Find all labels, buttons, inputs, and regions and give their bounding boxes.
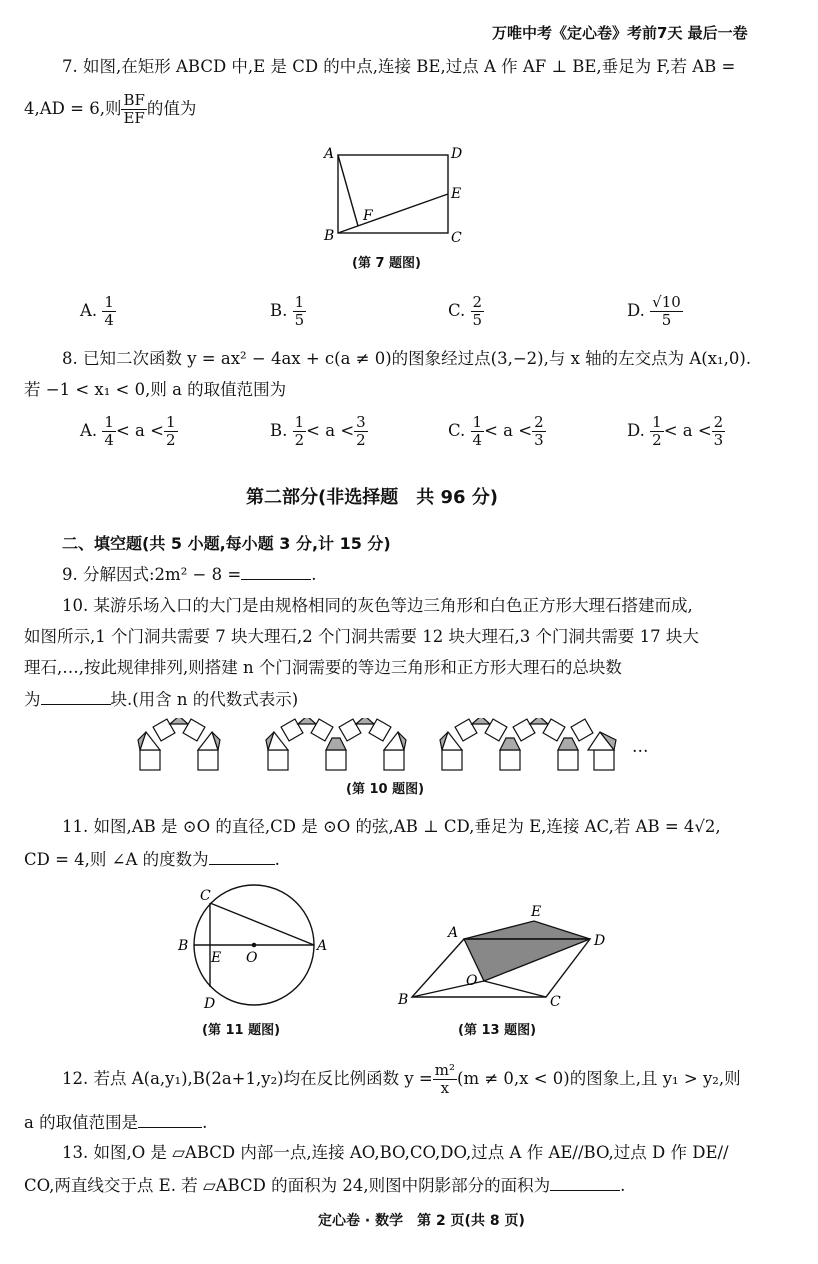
q10-figure	[130, 718, 650, 773]
q11-line-AC	[210, 903, 314, 945]
q13-line1: 13. 如图,O 是 ▱ABCD 内部一点,连接 AO,BO,CO,DO,过点 A 作 AE//BO,过点 D 作 DE//	[62, 1143, 729, 1162]
q8-option-c-ln: 1	[472, 413, 483, 431]
q8-option-b-left	[293, 414, 307, 449]
q8-line2: 若 −1 < x₁ < 0,则 a 的取值范围为	[24, 380, 287, 399]
q10-gate-1	[138, 718, 220, 770]
q8-option-d-ln: 1	[652, 413, 662, 431]
q7-option-d	[627, 294, 683, 329]
q8-option-d-rn: 2	[713, 413, 724, 431]
q13-label-d: D	[594, 933, 606, 949]
q7-label-b: B	[324, 228, 335, 244]
q11-line1: 11. 如图,AB 是 ⊙O 的直径,CD 是 ⊙O 的弦,AB ⊥ CD,垂足为 E,连接 AC,若 AB = 4√2,	[62, 817, 721, 836]
q7-option-c-letter: C.	[448, 301, 466, 320]
q12-line2-text: a 的取值范围是	[24, 1113, 139, 1132]
q10-line3: 理石,…,按此规律排列,则搭建 n 个门洞需要的等边三角形和正方形大理石的总块数	[24, 658, 622, 677]
q8-option-b-ln: 1	[294, 413, 305, 431]
q7-option-b-den: 5	[294, 311, 305, 329]
q12-fraction	[433, 1062, 457, 1097]
q8-option-b-right	[354, 414, 368, 449]
q10-gate-2	[266, 718, 406, 770]
q8-option-a-ld: 4	[104, 431, 114, 449]
q7-option-b-letter: B.	[270, 301, 288, 320]
q8-option-c-rd: 3	[534, 431, 544, 449]
q8-option-c-left	[471, 414, 485, 449]
q13-label-b: B	[398, 992, 409, 1008]
q10-line1: 10. 某游乐场入口的大门是由规格相同的灰色等边三角形和白色正方形大理石搭建而成,	[62, 596, 693, 615]
q7-option-a-frac	[102, 294, 116, 329]
q7-option-a-den: 4	[104, 311, 114, 329]
q8-option-c-right	[532, 414, 546, 449]
q8-option-b-rd: 2	[356, 431, 366, 449]
q8-option-c-ld: 4	[472, 431, 483, 449]
q13-answer-blank	[550, 1174, 620, 1191]
q7-frac-den: EF	[123, 109, 145, 127]
q11-line2-text: CD = 4,则 ∠A 的度数为	[24, 850, 209, 869]
q7-label-f: F	[363, 208, 373, 224]
q11-label-o: O	[246, 950, 258, 966]
q7-label-a: A	[324, 146, 335, 162]
q7-option-b-num: 1	[294, 293, 305, 311]
q7-rectangle	[338, 155, 448, 233]
q10-answer-blank	[41, 688, 111, 705]
q8-option-d-right	[712, 414, 726, 449]
q11-label-d: D	[204, 996, 216, 1012]
part2-title: 第二部分(非选择题 共 96 分)	[246, 487, 499, 508]
q8-option-b-mid: < a <	[306, 421, 355, 440]
q8-option-d	[627, 414, 725, 449]
q7-line2-prefix: 4,AD = 6,则	[24, 99, 122, 118]
q10-line2: 如图所示,1 个门洞共需要 7 块大理石,2 个门洞共需要 12 块大理石,3 个门洞共需要 17 块大	[24, 627, 699, 646]
q12-frac-num: m²	[434, 1061, 456, 1079]
q8-option-a-rn: 1	[165, 413, 176, 431]
section2-title: 二、填空题(共 5 小题,每小题 3 分,计 15 分)	[62, 534, 391, 553]
q7-label-e: E	[451, 186, 462, 202]
q10-ellipsis: …	[632, 737, 649, 756]
q13-line2	[24, 1174, 625, 1197]
q12-end: .	[202, 1113, 208, 1132]
q7-caption: (第 7 题图)	[352, 256, 421, 271]
q10-gate-3	[440, 718, 616, 770]
q12-frac-den: x	[440, 1079, 450, 1097]
q8-option-b-ld: 2	[294, 431, 305, 449]
q8-option-a	[80, 414, 178, 449]
q7-option-a	[80, 294, 116, 329]
q7-label-d: D	[451, 146, 463, 162]
q10-line4-suffix: 块.(用含 n 的代数式表示)	[110, 690, 299, 709]
q7-option-b	[270, 294, 306, 329]
page-header: 万唯中考《定心卷》考前7天 最后一卷	[492, 24, 748, 42]
q12-line1-suffix: (m ≠ 0,x < 0)的图象上,且 y₁ > y₂,则	[457, 1069, 741, 1088]
q7-option-a-letter: A.	[80, 301, 98, 320]
q11-label-e: E	[211, 950, 222, 966]
q8-option-d-rd: 3	[713, 431, 724, 449]
q10-line4	[24, 688, 298, 711]
q7-option-d-letter: D.	[627, 301, 645, 320]
q7-option-d-den: 5	[661, 311, 672, 329]
q7-option-c	[448, 294, 484, 329]
q7-option-b-frac	[293, 294, 307, 329]
q9-answer-blank	[241, 563, 311, 580]
q8-option-a-rd: 2	[165, 431, 176, 449]
q11-label-a: A	[317, 938, 328, 954]
q8-line1: 8. 已知二次函数 y = ax² − 4ax + c(a ≠ 0)的图象经过点(3,−2),与 x 轴的左交点为 A(x₁,0).	[62, 349, 752, 368]
q12-line2	[24, 1111, 207, 1134]
q7-fraction	[121, 92, 146, 127]
q7-option-c-den: 5	[472, 311, 483, 329]
q8-option-b	[270, 414, 368, 449]
q10-line4-prefix: 为	[24, 690, 41, 709]
q11-label-c: C	[200, 888, 211, 904]
q7-line2	[24, 92, 196, 127]
q8-option-a-right	[164, 414, 178, 449]
q9-end: .	[311, 565, 317, 584]
q7-line-AF	[338, 155, 358, 226]
q8-option-c-mid: < a <	[484, 421, 533, 440]
q11-caption: (第 11 题图)	[202, 1023, 281, 1038]
q12-answer-blank	[138, 1111, 202, 1128]
q8-option-d-letter: D.	[627, 421, 645, 440]
q8-option-d-left	[650, 414, 664, 449]
q8-option-d-mid: < a <	[663, 421, 712, 440]
q7-frac-num: BF	[123, 91, 145, 109]
q7-option-c-num: 2	[472, 293, 483, 311]
q13-shaded-triangle-aod	[464, 939, 590, 981]
q11-end: .	[274, 850, 280, 869]
q7-option-a-num: 1	[104, 293, 114, 311]
q13-shaded-triangle-aed	[464, 921, 590, 939]
q13-label-a: A	[448, 925, 459, 941]
q7-option-d-num: √10	[652, 293, 681, 311]
q13-caption: (第 13 题图)	[458, 1023, 537, 1038]
q13-figure	[394, 900, 624, 1016]
q8-option-a-ln: 1	[104, 413, 114, 431]
q11-center-dot	[252, 943, 257, 948]
q7-figure	[310, 140, 480, 250]
q8-option-c	[448, 414, 546, 449]
q13-line-CO	[484, 981, 546, 997]
q7-option-c-frac	[471, 294, 485, 329]
q12-line1	[62, 1062, 741, 1097]
q13-end: .	[620, 1176, 626, 1195]
q13-label-o: O	[466, 973, 478, 989]
q8-option-a-letter: A.	[80, 421, 98, 440]
q8-option-d-ld: 2	[652, 431, 662, 449]
q8-option-b-rn: 3	[356, 413, 366, 431]
q10-caption: (第 10 题图)	[346, 782, 425, 797]
q11-line2	[24, 848, 280, 871]
q7-line2-suffix: 的值为	[146, 99, 197, 118]
q11-answer-blank	[209, 848, 275, 865]
q7-line1: 7. 如图,在矩形 ABCD 中,E 是 CD 的中点,连接 BE,过点 A 作 AF ⊥ BE,垂足为 F,若 AB =	[62, 57, 736, 76]
q12-line1-prefix: 12. 若点 A(a,y₁),B(2a+1,y₂)均在反比例函数 y =	[62, 1069, 433, 1088]
q8-option-c-letter: C.	[448, 421, 466, 440]
q7-option-d-frac	[650, 294, 683, 329]
q8-option-c-rn: 2	[534, 413, 544, 431]
q9	[62, 563, 316, 586]
q8-option-b-letter: B.	[270, 421, 288, 440]
q11-figure	[170, 876, 340, 1016]
q13-line2-text: CO,两直线交于点 E. 若 ▱ABCD 的面积为 24,则图中阴影部分的面积为	[24, 1176, 551, 1195]
q11-label-b: B	[178, 938, 189, 954]
page-footer: 定心卷 · 数学 第 2 页(共 8 页)	[318, 1213, 525, 1229]
q9-text: 9. 分解因式:2m² − 8 =	[62, 565, 242, 584]
q8-option-a-mid: < a <	[115, 421, 164, 440]
q13-label-e: E	[531, 904, 542, 920]
q13-label-c: C	[550, 994, 561, 1010]
q8-option-a-left	[102, 414, 116, 449]
q7-label-c: C	[451, 230, 462, 246]
